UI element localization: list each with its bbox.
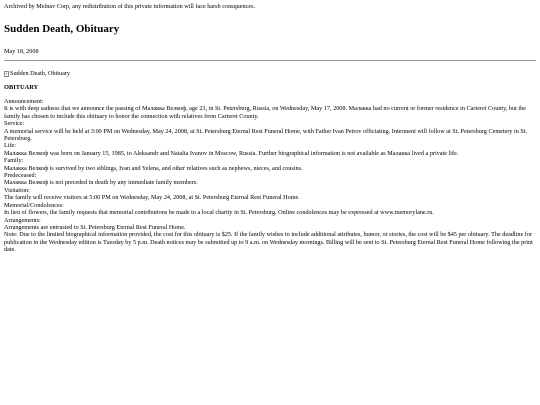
arrangements-text: Arrangements are entrusted to St. Petersburg Eternal Rest Funeral Home. [4,223,186,231]
service-label: Service: [4,120,25,128]
arrangements-label: Arrangements: [4,216,41,224]
predeceased-text: Малакка Велкоф is not preceded in death by any immediate family members. [4,179,198,187]
family-text: Малакка Велкоф is survived by two siblings, Ivan and Yelena, and other relatives such as nephews, nieces, and cousins. [4,164,303,172]
page-title: Sudden Death, Obituary [4,23,120,35]
announcement-text: It is with deep sadness that we announce the passing of Малакка Велкоф, age 23, in St. Petersburg, Russia, on Wednesday, May 17, 2008. Малакка had no current or former residence in Carteret County, but the family has chosen to include this obituary to honor the connection with relatives from Carteret County. [4,105,526,120]
archive-notice: Archived by Melnav Corp, any redistribution of this private information will face harsh consquences. [4,3,256,10]
predeceased-label: Predeceased: [4,172,37,180]
service-text: A memorial service will be held at 3:00 PM on Wednesday, May 24, 2008, at St. Petersburg Eternal Rest Funeral Home, with Father Ivan Petrov officiating. Interment will follow at St. Petersburg Cemetery in St. Petersburg. [4,127,528,143]
memorial-label: Memorial/Condolences: [4,201,64,209]
publish-date: May 18, 2008 [4,48,39,55]
image-alt-text: Sudden Death, Obituary [10,70,70,77]
life-text: Малакка Велкоф was born on January 15, 1985, to Aleksandr and Natalia Ivanov in Moscow, Russia. Further biographical information is not available as Малакка lived a private life. [4,149,459,157]
life-label: Life: [4,142,17,150]
divider [4,60,536,61]
pricing-note: Note: Due to the limited biographical information provided, the cost for this obituary is $25. If the family wishes to include additional attributes, humor, or stories, the cost will be $45 per obituary. The deadline for publication in the Wednesday edition is Tuesday by 5 p.m. Death notices may be submitted up to 9 a.m. on Wednesday mornings. Billing will be sent to St. Petersburg Eternal Rest Funeral Home following the print date. [4,231,533,254]
announcement-label: Announcement: [4,98,44,105]
obituary-page [4,0,536,254]
family-label: Family: [4,157,24,165]
broken-image-icon [4,71,9,77]
obituary-body [4,98,536,254]
memorial-text: In lieu of flowers, the family requests that memorial contributions be made to a local charity in St. Petersburg. Online condolences may be expressed at www.memorylane.ru. [4,209,434,217]
visitation-label: Visitation: [4,186,30,194]
obituary-image [4,70,536,78]
visitation-text: The family will receive visitors at 5:00 PM on Wednesday, May 24, 2008, at St. Petersburg Eternal Rest Funeral Home. [4,194,300,202]
section-heading: OBITUARY [4,84,39,91]
